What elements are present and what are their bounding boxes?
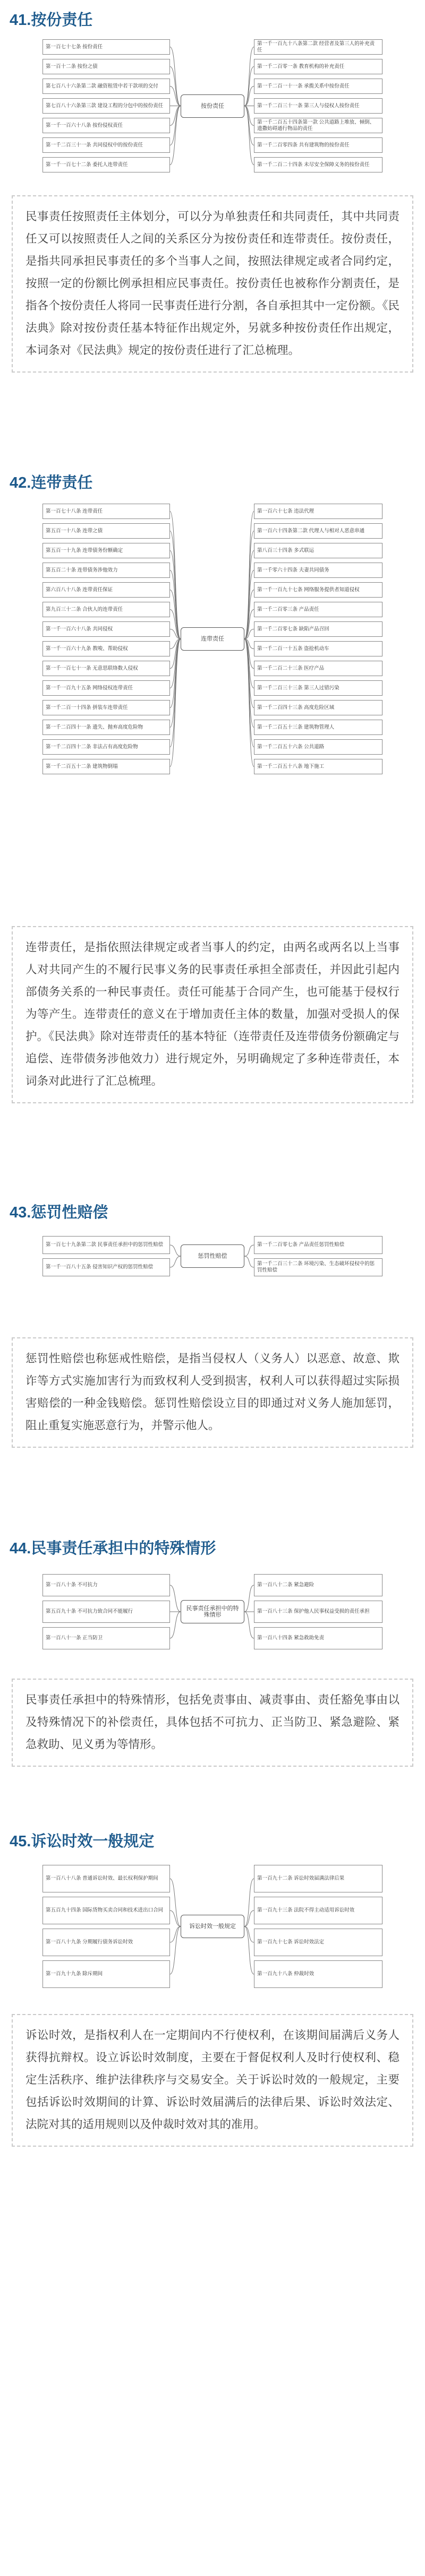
mindmap-diagram [11,1572,414,1652]
connector-line [244,639,254,767]
section-description: 民事责任按照责任主体划分，可以分为单独责任和共同责任，其中共同责任又可以按照责任人之间的关系区分为按份责任和连带责任。按份责任，是指共同承担民事责任的多个当事人之间，按照法律规定或者合同约定，按照一定的份额比例承担相应民事责任。按份责任也被称作分割责任，是指各个按份责任人将同一民事责任进行分割，各自承担其中一定份额。《民法典》除对按份责任基本特征作出规定外，另就多种按份责任作出规定，本词条对《民法典》规定的按份责任进行了汇总梳理。 [12,195,413,373]
center-node: 连带责任 [181,627,244,651]
section-title: 45.诉讼时效一般规定 [10,1833,155,1850]
section-title: 41.按份责任 [10,12,93,29]
left-branch-node: 第五百九十条 不可抗力致合同不能履行 [42,1601,170,1623]
left-branch-node: 第一百八十八条 普通诉讼时效、最长权利保护期间 [42,1865,170,1892]
right-branch-node: 第一千二百五十三条 建筑物管理人 [254,720,382,735]
connector-line [170,67,181,106]
right-branch-node: 第一千二百三十二条 环境污染、生态破坏侵权中的惩罚性赔偿 [254,1258,382,1276]
connector-line [170,1585,181,1612]
connector-line [170,106,181,126]
right-branch-node: 第一百九十三条 法院不得主动适用诉讼时效 [254,1897,382,1924]
right-branch-node: 第一百八十四条 紧急救助免责 [254,1627,382,1649]
left-branch-node: 第一千二百五十二条 建筑物倒塌 [42,759,170,774]
right-branch-node: 第一千二百三十三条 第三人过错污染 [254,680,382,696]
connector-line [244,1926,254,1942]
section-title: 44.民事责任承担中的特殊情形 [10,1540,216,1557]
left-branch-node: 第一千一百七十二条 委托人连带责任 [42,157,170,172]
connector-line [170,87,181,106]
center-node: 按份责任 [181,94,244,118]
connector-line [244,1256,254,1267]
left-branch-node: 第一百七十九条第二款 民事责任承担中的惩罚性赔偿 [42,1236,170,1254]
connector-line [170,1926,181,1942]
left-branch-node: 第一千一百八十五条 侵害知识产权的惩罚性赔偿 [42,1258,170,1276]
right-branch-node: 第一百九十二条 诉讼时效届满法律后果 [254,1865,382,1892]
section-description: 诉讼时效，是指权利人在一定期间内不行使权利，在该期间届满后义务人获得抗辩权。设立诉讼时效制度，主要在于督促权利人及时行使权利、稳定生活秩序、维护法律秩序与交易安全。关于诉讼时效的一般规定，主要包括诉讼时效期间的计算、诉讼时效届满后的法律后果、诉讼时效法定、法院对其的适用规则以及仲裁时效对其的准用。 [12,2014,413,2147]
right-branch-node: 第一千二百零七条 缺陷产品召回 [254,621,382,637]
left-branch-node: 第一千二百四十二条 非法占有高度危险物 [42,739,170,755]
mindmap-diagram [11,1234,414,1278]
left-branch-node: 第一百九十九条 除斥期间 [42,1960,170,1988]
right-branch-node: 第一百九十八条 仲裁时效 [254,1960,382,1988]
center-node: 民事责任承担中的特殊情形 [181,1600,244,1623]
mindmap-diagram [11,502,414,776]
section-description: 民事责任承担中的特殊情形，包括免责事由、减责事由、责任豁免事由以及特殊情况下的补偿责任，具体包括不可抗力、正当防卫、紧急避险、紧急救助、见义勇为等情形。 [12,1679,413,1767]
right-branch-node: 第一百八十三条 保护他人民事权益受损的责任承担 [254,1601,382,1623]
left-branch-node: 第一千一百六十八条 共同侵权 [42,621,170,637]
left-branch-node: 第一百十二条 按份之债 [42,59,170,74]
right-branch-node: 第一千二百四十三条 高度危险区域 [254,700,382,715]
left-branch-node: 第一千一百六十九条 教唆、帮助侵权 [42,641,170,656]
right-branch-node: 第一千零六十四条 夫妻共同债务 [254,563,382,578]
connector-line [170,1612,181,1638]
left-branch-node: 第五百九十四条 国际货物买卖合同和技术进出口合同 [42,1897,170,1924]
right-branch-node: 第一百九十七条 诉讼时效法定 [254,1929,382,1956]
connector-line [170,106,181,145]
connector-line [244,512,254,639]
connector-line [170,512,181,639]
connector-line [170,1245,181,1256]
right-branch-node: 第一千二百零四条 共有建筑物的按份责任 [254,137,382,153]
right-branch-node: 第一千二百一十一条 承揽关系中按份责任 [254,79,382,94]
section-title: 42.连带责任 [10,474,93,491]
left-branch-node: 第七百八十六条第二款 融资租赁中若干款项的交付 [42,79,170,94]
left-branch-node: 第一百七十八条 连带责任 [42,504,170,519]
right-branch-node: 第一千二百一十五条 盗抢机动车 [254,641,382,656]
right-branch-node: 第一千二百零三条 产品责任 [254,602,382,617]
left-branch-node: 第一百七十七条 按份责任 [42,39,170,55]
right-branch-node: 第一百六十七条 违法代理 [254,504,382,519]
left-branch-node: 第一百八十条 不可抗力 [42,1574,170,1596]
center-node: 惩罚性赔偿 [181,1244,244,1268]
left-branch-node: 第一千二百一十四条 拼装车连带责任 [42,700,170,715]
left-branch-node: 第一千二百三十一条 共同侵权中的按份责任 [42,137,170,153]
connector-line [244,1911,254,1926]
left-branch-node: 第一百八十九条 分期履行债务诉讼时效 [42,1929,170,1956]
section-description: 惩罚性赔偿也称惩戒性赔偿，是指当侵权人（义务人）以恶意、故意、欺诈等方式实施加害行为而致权利人受到损害，权利人可以获得超过实际损害赔偿的一种金钱赔偿。惩罚性赔偿设立目的即通过对义务人施加惩罚，阻止重复实施恶意行为，并警示他人。 [12,1337,413,1448]
connector-line [170,1911,181,1926]
left-branch-node: 第六百八十八条 连带责任保证 [42,582,170,598]
right-branch-node: 第一千二百五十六条 公共道路 [254,739,382,755]
right-branch-node: 第一百六十四条第二款 代理人与相对人恶意串通 [254,523,382,539]
connector-line [244,1612,254,1638]
right-branch-node: 第一千二百二十四条 未尽安全保障义务的按份责任 [254,157,382,172]
left-branch-node: 第七百八十六条第三款 建设工程的分包中的按份责任 [42,98,170,114]
left-branch-node: 第一千二百四十一条 遗失、抛弃高度危险物 [42,720,170,735]
right-branch-node: 第一百八十二条 紧急避险 [254,1574,382,1596]
right-branch-node: 第八百三十四条 多式联运 [254,543,382,558]
mindmap-diagram [11,37,414,175]
left-branch-node: 第一千一百六十八条 按份侵权责任 [42,118,170,133]
right-branch-node: 第一千二百零一条 教育机构的补充责任 [254,59,382,74]
connector-line [244,1585,254,1612]
left-branch-node: 第五百一十九条 连带债务份额确定 [42,543,170,558]
connector-line [244,1245,254,1256]
left-branch-node: 第一千一百九十五条 网络侵权连带责任 [42,680,170,696]
right-branch-node: 第一千一百九十七条 网络服务提供者知道侵权 [254,582,382,598]
left-branch-node: 第五百二十条 连带债务涉他效力 [42,563,170,578]
center-node: 诉讼时效一般规定 [181,1915,244,1938]
left-branch-node: 第九百三十二条 合伙人的连带责任 [42,602,170,617]
section-title: 43.惩罚性赔偿 [10,1204,108,1221]
right-branch-node: 第一千二百五十八条 地下施工 [254,759,382,774]
mindmap-diagram [11,1863,414,1990]
right-branch-node: 第一千二百二十三条 医疗产品 [254,661,382,676]
connector-line [170,1256,181,1267]
right-branch-node: 第一千二百五十四条第一款 公共道路上堆放、倾倒、遗撒妨碍通行物品的责任 [254,118,382,133]
left-branch-node: 第五百一十八条 连带之债 [42,523,170,539]
left-branch-node: 第一百八十一条 正当防卫 [42,1627,170,1649]
right-branch-node: 第一千二百零七条 产品责任惩罚性赔偿 [254,1236,382,1254]
right-branch-node: 第一千二百三十一条 第三人与侵权人按份责任 [254,98,382,114]
left-branch-node: 第一千一百七十一条 无意思联络数人侵权 [42,661,170,676]
section-description: 连带责任，是指依照法律规定或者当事人的约定，由两名或两名以上当事人对共同产生的不履行民事义务的民事责任承担全部责任，并因此引起内部债务关系的一种民事责任。责任可能基于合同产生，也可能基于侵权行为等产生。连带责任的意义在于增加责任主体的数量，加强对受损人的保护。《民法典》除对连带责任的基本特征（连带责任及连带债务份额确定与追偿、连带债务涉他效力）进行规定外，另明确规定了多种连带责任，本词条对此进行了汇总梳理。 [12,926,413,1103]
right-branch-node: 第一千一百九十八条第二款 经营者及第三人的补充责任 [254,39,382,55]
connector-line [170,639,181,767]
